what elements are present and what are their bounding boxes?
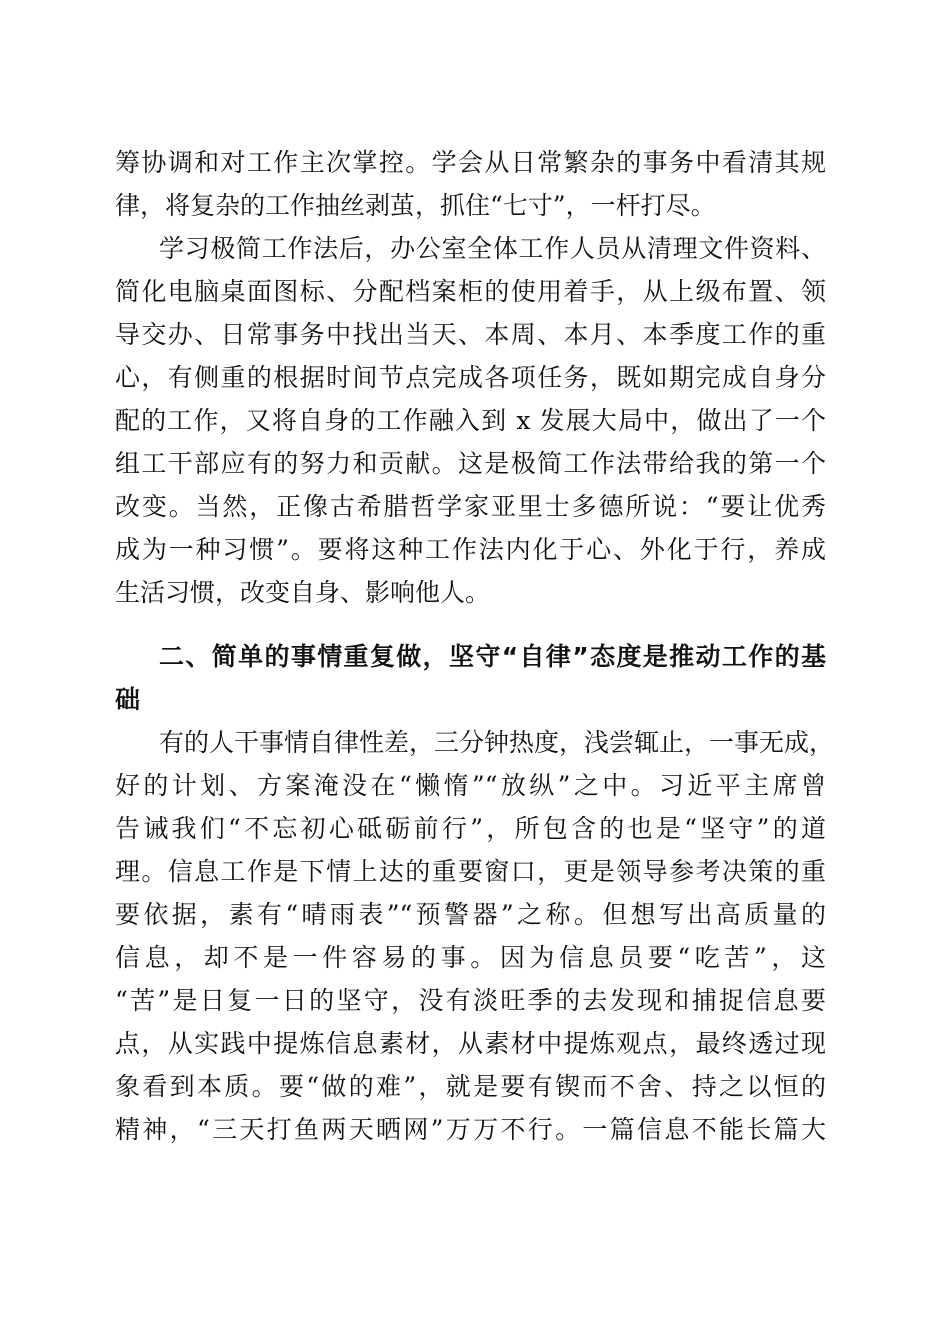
- section-heading-2-line-2: 础: [115, 685, 141, 714]
- paragraph-3-line-3: 告诫我们“不忘初心砥砺前行”，所包含的也是“坚守”的道: [115, 814, 826, 843]
- paragraph-3-line-5: 要依据，素有“晴雨表”“预警器”之称。但想写出高质量的: [115, 900, 826, 929]
- paragraph-3-line-2: 好的计划、方案淹没在“懒惰”“放纵”之中。习近平主席曾: [115, 771, 826, 800]
- paragraph-2-line-4: 心，有侧重的根据时间节点完成各项任务，既如期完成自身分: [115, 363, 826, 392]
- paragraph-3-line-6: 信息，却不是一件容易的事。因为信息员要“吃苦”，这: [115, 943, 826, 972]
- paragraph-2-line-1: 学习极简工作法后，办公室全体工作人员从清理文件资料、: [159, 234, 826, 263]
- paragraph-2-line-3: 导交办、日常事务中找出当天、本周、本月、本季度工作的重: [115, 320, 826, 349]
- paragraph-3-line-10: 精神，“三天打鱼两天晒网”万万不行。一篇信息不能长篇大: [115, 1115, 826, 1144]
- paragraph-1-line-2: 律，将复杂的工作抽丝剥茧，抓住“七寸”，一杆打尽。: [115, 191, 716, 220]
- paragraph-3-line-7: “苦”是日复一日的坚守，没有淡旺季的去发现和捕捉信息要: [115, 986, 826, 1015]
- paragraph-2-line-8: 成为一种习惯”。要将这种工作法内化于心、外化于行，养成: [115, 535, 826, 564]
- paragraph-2-line-6: 组工干部应有的努力和贡献。这是极简工作法带给我的第一个: [115, 449, 826, 478]
- paragraph-2-line-7: 改变。当然，正像古希腊哲学家亚里士多德所说：“要让优秀: [115, 492, 826, 521]
- paragraph-2-line-5: 配的工作，又将自身的工作融入到 x 发展大局中，做出了一个: [115, 406, 826, 435]
- paragraph-3-line-1: 有的人干事情自律性差，三分钟热度，浅尝辄止，一事无成，: [159, 728, 835, 757]
- section-heading-2-line-1: 二、简单的事情重复做，坚守“自律”态度是推动工作的基: [159, 642, 826, 671]
- paragraph-1-line-1: 筹协调和对工作主次掌控。学会从日常繁杂的事务中看清其规: [115, 148, 826, 177]
- paragraph-3-line-8: 点，从实践中提炼信息素材，从素材中提炼观点，最终透过现: [115, 1029, 826, 1058]
- paragraph-3-line-4: 理。信息工作是下情上达的重要窗口，更是领导参考决策的重: [115, 857, 826, 886]
- paragraph-2-line-9: 生活习惯，改变自身、影响他人。: [115, 578, 491, 607]
- paragraph-3-line-9: 象看到本质。要“做的难”，就是要有锲而不舍、持之以恒的: [115, 1072, 826, 1101]
- paragraph-2-line-2: 简化电脑桌面图标、分配档案柜的使用着手，从上级布置、领: [115, 277, 826, 306]
